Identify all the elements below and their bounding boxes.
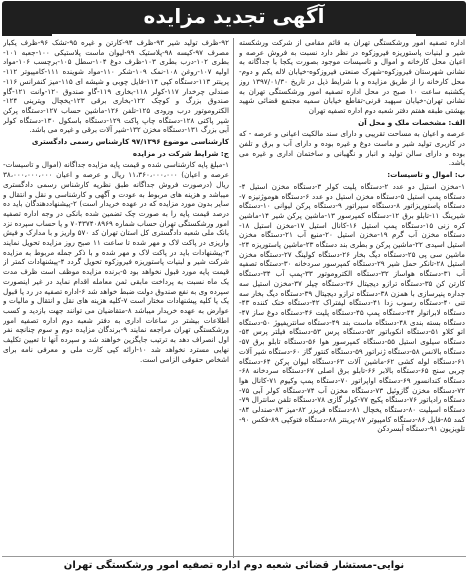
- page-title: آگهی تجدید مزایده: [143, 4, 325, 28]
- property-paragraph: عرصه و اعیان به مساحت تقریبی و دارای سند مالکیت اعیانی و عرصه - که در کاربری تولید شیر و ماست دوغ و غیره بوده و دارای آب و برق و تلفن بوده و دارای سالن تولید و انبار و نگهبانی و ساختمان اداری و غیره می باشد.: [239, 129, 465, 168]
- heading-property: الف: مشخصات ملک و محل آن: [358, 117, 465, 127]
- heading-assets: ب: اموال و تاسیسات:: [387, 170, 465, 180]
- header-tab-left: [2, 32, 52, 36]
- column-divider: [233, 38, 234, 558]
- assets-continued-paragraph: ۹۲-ظرف تولید شیر ۹۳-ظرف ۹۴-کارتن و غیره ۹۵-تشک ۹۶-ظرف یکبار مصرف ۹۷-کیسه ۹۸-پلاستیک ۹۹-لیوان ماست پلاستیکی ۱۰۰-جعبه ۱۰۱-بطری ۱۰۲-درب بطری ۱۰۳-ظرف دوغ ۱۰۴-سطل ۱۰۵-برچسب ۱۰۶-مواد اولیه ۱۰۷-روغن ۱۰۸-نمک ۱۰۹-شکر ۱۱۰-مواد شوینده ۱۱۱-کامپیوتر ۱۱۲-پرینتر ۱۱۳-دستگاه کپی ۱۱۴-فایل چوبی و شیشه ای ۱۱۵-میز کنفرانس ۱۱۶-صندلی چرخدار ۱۱۷-کولر ۱۱۸-بخاری ۱۱۹-گاو صندوق ۱۲۰-وانت ۱۲۱-گاو صندوق بزرگ و کوچک ۱۲۲-بخاری برقی ۱۲۳-یخچال ویترینی ۱۲۴-الکتروموتور درب ورودی ۱۲۵-تلفن ۱۲۶-ماشین حساب ۱۲۷-دستگاه پرکن شیر پاکتی ۱۲۸-دستگاه چاپ پاکت ۱۲۹-دستگاه باسکول ۱۳۰-دستگاه کولر آبی بزرگ ۱۳۱-دستگاه مخزن ۱۳۲-شیر آلات برقی و غیره می باشد.: [3, 38, 229, 135]
- header-tab-right: [416, 32, 466, 36]
- notice-body: [3, 38, 465, 558]
- right-column: [239, 38, 465, 558]
- signature-footer: نوایی-مستشار قضائی شعبه دوم اداره تصفیه امور ورشکستگی تهران: [2, 556, 466, 574]
- heading-conditions: ج: شرایط شرکت در مزایده: [132, 148, 229, 158]
- valuation-line: کارشناسی موضوع ۹۷/۱۳۹۶ کارشناس رسمی دادگستری: [31, 137, 229, 147]
- intro-paragraph: اداره تصفیه امور ورشکستگی تهران به قائم مقامی از شرکت ورشکسته شیر و لبنیات پاستوریزه فیروزکوه در نظر دارد نسبت به فروش عرصه و اعیان محل کارخانه و اموال و تاسیسات موجود بصورت یکجا با جداگانه به نشانی شهرستان فیروزکوه-شهرک صنعتی فیروزکوه-خیابان لاله یکم و دوم-محل کارخانه را از طریق مزایده و با شرایط ذیل در تاریخ ۱۳۹۷/۰۱/۳۰ روز یکشنبه ساعت ۱۰ صبح در محل اداره تصفیه امور ورشکستگی تهران به نشانی تهران-خیابان سپهبد قرنی-تقاطع خیابان سمیه مجتمع قضائی شهید بهشتی طبقه هفتم دفتر شعبه دوم اداره تصفیه تهران: [239, 38, 465, 115]
- conditions-paragraph: ۱-مبلغ پایه کارشناسی شده و قیمت پایه مزایده جداگانه (اموال و تاسیسات-عرصه و اعیان) ۱۱،۳۶۰،۰۰۰،۰۰۰ ریال و عرصه و اعیان ۳۸،۰۰۰،۰۰۰،۰۰۰ ریال (درصورت فروش جداگانه طبق نظریه کارشناس رسمی دادگستری میباشد و هزینه های مربوط به عودت و آگهی و کارشناسی و نقل و انتقال و سایر بدون مورد مزایده که در عهده خریدار است) ۲-پیشنهاددهندگان باید ده درصد قیمت پایه را به صورت چک تضمین شده بانکی در وجه اداره تصفیه امور ورشکستگی تهران حساب شماره ۷۰۴۳۷۴۰۸۹۶۹ و یا حساب سپرده نزد بانک ملی شعبه دادگستری کل استان تهران کد ۵۷۰ واریز و با مدارک و فیش واریزی در پاکت لاک و مهر شده تا ساعت ۱۱ صبح روز مزایده تحویل نمایند ۳-پیشنهادات باید در پاکت لاک و مهر شده و با ذکر جمله مربوط به مزایده شرکت شیر و لبنیات پاستوریزه فیروزکوه تحویل گردد ۴-پیشنهادات کمتر از قیمت پایه مورد قبول نخواهد بود ۵-برنده مزایده موظف است ظرف مدت یک ماه نسبت به پرداخت مابقی ثمن معامله اقدام نماید در غیر اینصورت سپرده وی به نفع صندوق دولت ضبط خواهد شد ۶-اداره تصفیه در رد یا قبول یک یا کلیه پیشنهادات مختار است ۷-کلیه هزینه های نقل و انتقال و مالیات و عوارض به عهده خریدار میباشد ۸-متقاضیان می توانند جهت بازدید و کسب اطلاعات بیشتر در ساعات اداری به دفتر شعبه دوم اداره تصفیه امور ورشکستگی تهران مراجعه نمایند ۹-برندگان مزایده دوم و سوم چنانچه نفر اول انصراف دهد به ترتیب جایگزین خواهند شد و سپرده آنها تا تعیین تکلیف نهایی مسترد نخواهد شد ۱۰-ارائه کپی کارت ملی و معرفی نامه برای اشخاص حقوقی الزامی است.: [3, 160, 229, 364]
- left-column: [3, 38, 229, 558]
- header-banner: [2, 1, 466, 34]
- assets-paragraph: ۱-مخزن استیل دو عدد ۲-دستگاه پلیت کولر ۳-دستگاه مخزن استیل ۴-دستگاه پمپ استیل ۵-دستگاه مخزن استیل دو عدد ۶-دستگاه هوموژنیزه ۷-دستگاه پاستوریزاتور ۸-دستگاه سپراتور ۹-دستگاه پرکن لیوانی ۱۰-دستگاه شیرینگ ۱۱-تابلو برق ۱۲-دستگاه کمپرسور ۱۳-ماشین پرکن شیر ۱۴-ماشین کره زنی ۱۵-دستگاه پمپ استیل ۱۶-کانال استیل ۱۷-مخزن استیل ۱۸-دستگاه مخزن آب گرم ۱۹-مخزن استیل ۲۰-منبع آب ۲۱-دستگاه مخزن استیل اسیدی ۲۲-ماشین پرکن و بطری بند دستگاه ۲۳-ماشین پاستوریزه ۲۴-ماشین سی پی ۲۵-دستگاه دیگ بخار ۲۶-دستگاه کولینگ ۲۷-دستگاه مخزن استیل ۲۸-تانکر حمل شیر ۲۹-دستگاه کمپرسور سردخانه ۳۰-دستگاه تصفیه آب ۳۱-دستگاه هواساز ۳۲-دستگاه الکتروموتور ۳۳-پمپ آب ۳۴-دستگاه کارتن کن ۳۵-دستگاه ترازو دیجیتال ۳۶-دستگاه چیلر ۳۷-مخزن استیل سه جداره پنیرسازی با همزن ۳۸-دستگاه ترازو دیجیتال ۳۹-دستگاه دیگ بخار سه تنی ۴۰-دستگاه رسوب زدا ۴۱-دستگاه لیفتراک ۴۲-دستگاه خنک کننده ۴۳-دستگاه لابراتوار ۴۴-دستگاه پمپ ۴۵-دستگاه پلیت ۴۶-دستگاه دوغ ساز ۴۷-دستگاه بسته بندی ۴۸-دستگاه ماست بند ۴۹-دستگاه سانتریفیوژ ۵۰-دستگاه اتو کلاو ۵۱-دستگاه انکوباتور ۵۲-دستگاه پرس ۵۳-دستگاه فیلتر پرس ۵۴-دستگاه سیلوی استیل ۵۵-دستگاه کمپرسور هوا ۵۶-دستگاه تابلو برق ۵۷-دستگاه بالانس ۵۸-دستگاه ژنراتور ۵۹-دستگاه کنتور گاز ۶۰-دستگاه شیر آلات ۶۱-دستگاه لوله کشی ۶۲-ماشین آلات ۶۳-دستگاه لیوان پرکن ۶۴-دستگاه چربی سنج ۶۵-دستگاه بالابر ۶۶-تابلو برق اصلی ۶۷-دستگاه سردخانه ۶۸-دستگاه کندانسور ۶۹-دستگاه اواپراتور ۷۰-دستگاه پمپ وکیوم ۷۱-کانال هوا ۷۲-دستگاه مخزن گازوئیل ۷۳-دستگاه مخزن آب ۷۴-دستگاه کولر آبی ۷۵-دستگاه رادیاتور ۷۶-دستگاه پکیج ۷۷-کولر گازی ۷۸-دستگاه تلفن سانترال ۷۹-دستگاه اسپلیت ۸۰-دستگاه یخچال ۸۱-دستگاه فریزر ۸۲-میز ۸۳-صندلی ۸۴-کمد ۸۵-فایل ۸۶-دستگاه کامپیوتر ۸۷-پرینتر ۸۸-دستگاه فتوکپی ۸۹-فکس ۹۰-تلویزیون ۹۱-دستگاه آبسردکن: [239, 181, 465, 434]
